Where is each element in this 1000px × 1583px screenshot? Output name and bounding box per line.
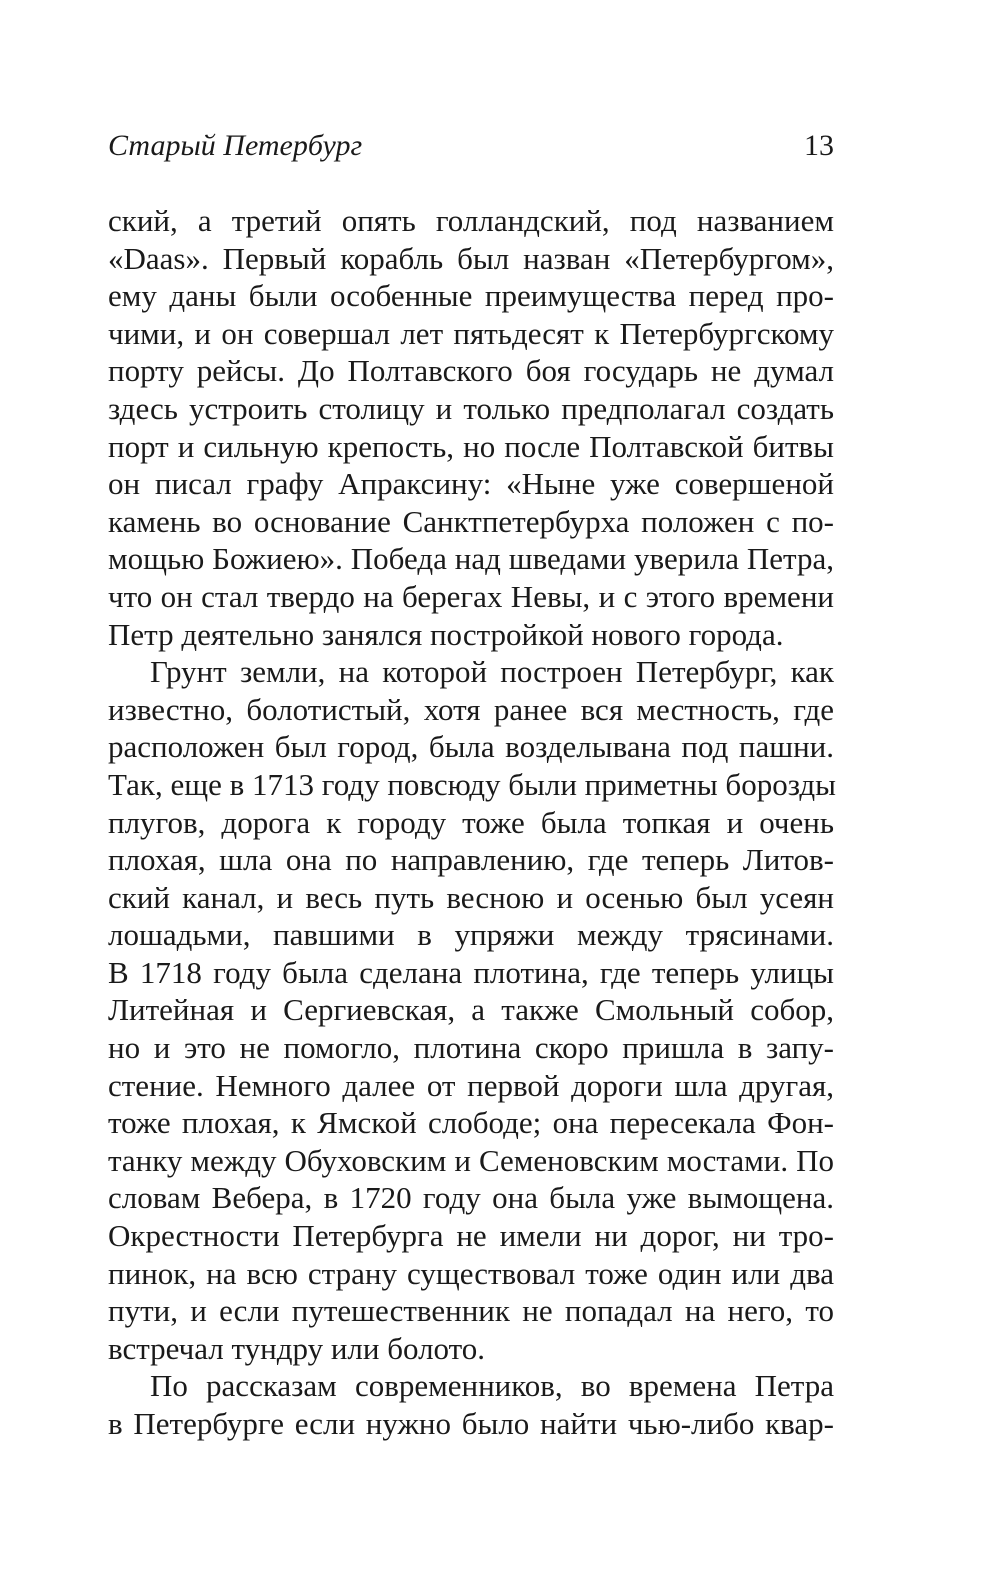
text-line: камень во основание Санктпетербурха положен с по-	[108, 503, 834, 539]
text-line: мощью Божиею». Победа над шведами уверила Петра,	[108, 541, 834, 577]
text-line: порт и сильную крепость, но после Полтавской битвы	[108, 428, 834, 464]
text-line: ему даны были особенные преимущества перед про-	[108, 278, 834, 314]
body-text	[108, 202, 834, 1443]
text-line: порту рейсы. До Полтавского боя государь не думал	[108, 353, 834, 389]
text-line: что он стал твердо на берегах Невы, и с этого времени	[108, 578, 834, 614]
text-line: Окрестности Петербурга не имели ни дорог, ни тро-	[108, 1218, 834, 1254]
text-line: чими, и он совершал лет пятьдесят к Петербургскому	[108, 315, 834, 351]
text-line: плугов, дорога к городу тоже была топкая и очень	[108, 804, 834, 840]
text-line: он писал графу Апраксину: «Ныне уже совершеной	[108, 466, 834, 502]
text-line: Петр деятельно занялся постройкой нового города.	[108, 616, 784, 652]
text-line: но и это не помогло, плотина скоро пришла в запу-	[108, 1030, 834, 1066]
text-line: словам Вебера, в 1720 году она была уже вымощена.	[108, 1180, 834, 1216]
text-line: здесь устроить столицу и только предполагал создать	[108, 390, 834, 426]
page-number: 13	[804, 129, 834, 162]
text-line: встречал тундру или болото.	[108, 1330, 486, 1366]
text-line: пинок, на всю страну существовал тоже один или два	[108, 1255, 834, 1291]
text-line: лошадьми, павшими в упряжи между трясинами.	[108, 917, 834, 953]
text-line: пути, и если путешественник не попадал на него, то	[108, 1293, 834, 1329]
text-line: плохая, шла она по направлению, где теперь Литов-	[108, 842, 834, 878]
text-line: известно, болотистый, хотя ранее вся местность, где	[108, 691, 834, 727]
running-head	[108, 126, 834, 166]
text-line: расположен был город, была возделывана под пашни.	[108, 729, 834, 765]
paragraph-start-line: По рассказам современников, во времена Петра	[150, 1368, 834, 1404]
text-line: Так, еще в 1713 году повсюду были приметны борозды	[108, 766, 836, 802]
text-line: ский, а третий опять голландский, под названием	[108, 203, 834, 238]
text-line: ский канал, и весь путь весною и осенью был усеян	[108, 879, 834, 915]
text-line: в Петербурге если нужно было найти чью-либо квар-	[108, 1406, 834, 1441]
text-line: тоже плохая, к Ямской слободе; она пересекала Фон-	[108, 1105, 834, 1141]
paragraph-start-line: Грунт земли, на которой построен Петербург, как	[150, 654, 834, 690]
text-line: В 1718 году была сделана плотина, где теперь улицы	[108, 954, 834, 990]
running-title: Старый Петербург	[108, 129, 363, 162]
text-line: стение. Немного далее от первой дороги шла другая,	[108, 1067, 834, 1103]
text-line: Литейная и Сергиевская, а также Смольный собор,	[108, 992, 834, 1028]
text-line: танку между Обуховским и Семеновским мостами. По	[108, 1142, 834, 1178]
text-line: «Daas». Первый корабль был назван «Петербургом»,	[108, 240, 834, 276]
